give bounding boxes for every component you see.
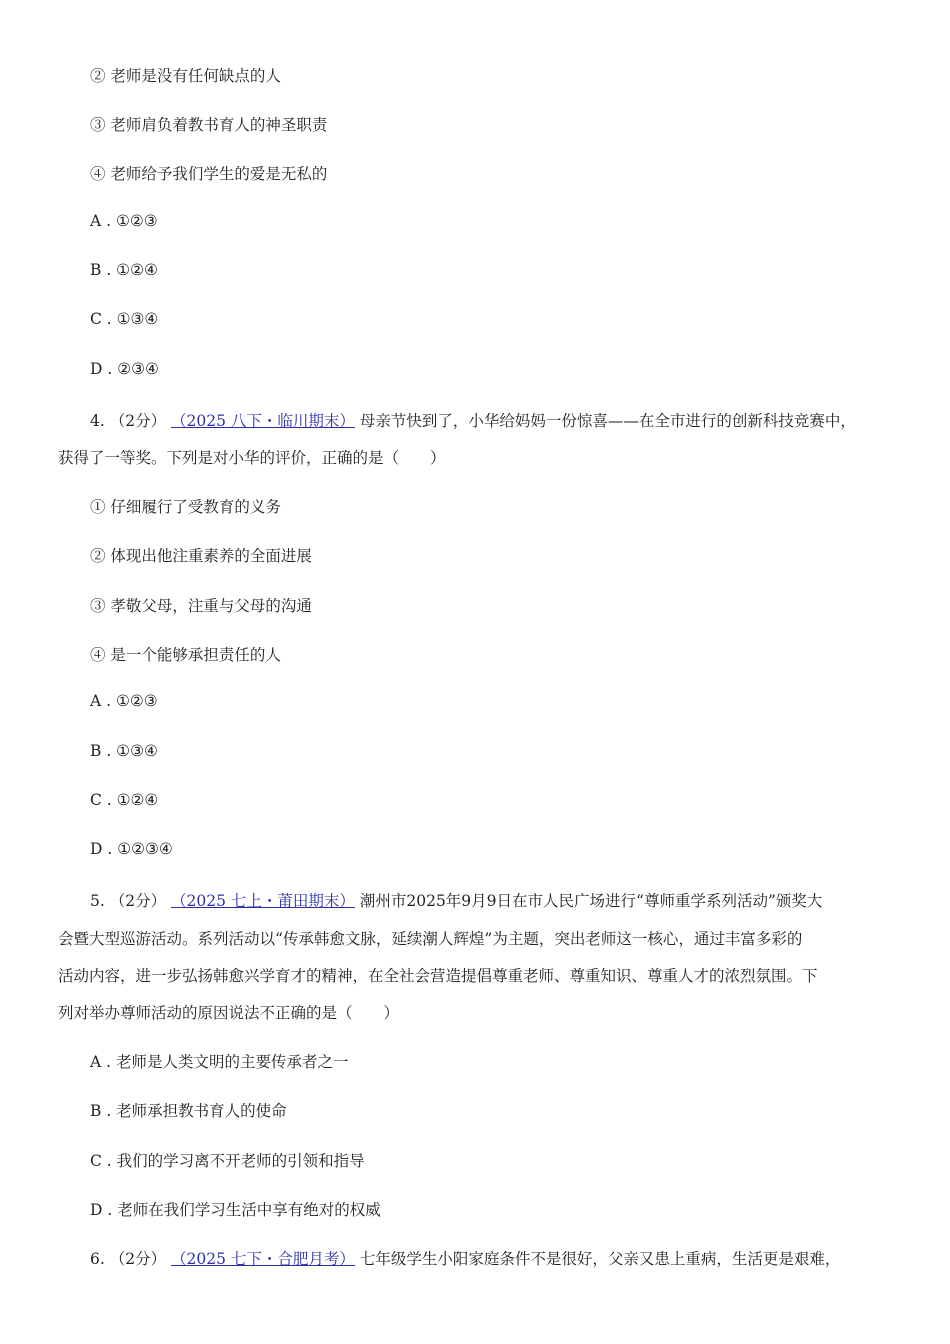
q6-header (90, 1247, 840, 1269)
q4-item-1: ① 仔细履行了受教育的义务 (90, 498, 281, 516)
q4-option-c: C . ①②④ (90, 791, 159, 809)
q4-item-2: ② 体现出他注重素养的全面进展 (90, 547, 312, 565)
q5-stem-line4: 列对举办尊师活动的原因说法不正确的是（ ） (58, 1004, 400, 1022)
q4-header (90, 409, 856, 431)
q4-points: （2分） (109, 412, 167, 430)
q3-option-b: B . ①②④ (90, 261, 158, 279)
q5-points: （2分） (109, 892, 167, 910)
q4-source-link[interactable]: （2025 八下・临川期末） (171, 412, 355, 430)
q6-stem-line1: 七年级学生小阳家庭条件不是很好，父亲又患上重病，生活更是艰难， (359, 1250, 841, 1268)
q5-stem-line1: 潮州市2025年9月9日在市人民广场进行“尊师重学系列活动”颁奖大 (359, 892, 823, 910)
q6-points: （2分） (109, 1250, 167, 1268)
q4-number: 4. (90, 412, 105, 430)
q4-stem-line2: 获得了一等奖。下列是对小华的评价，正确的是（ ） (58, 449, 446, 467)
q4-item-4: ④ 是一个能够承担责任的人 (90, 646, 281, 664)
q5-option-d: D . 老师在我们学习生活中享有绝对的权威 (90, 1201, 381, 1219)
q4-option-a: A . ①②③ (90, 692, 158, 710)
q3-option-a: A . ①②③ (90, 212, 158, 230)
q3-item-4: ④ 老师给予我们学生的爱是无私的 (90, 165, 328, 183)
q5-source-link[interactable]: （2025 七上・莆田期末） (171, 892, 355, 910)
q5-option-a: A . 老师是人类文明的主要传承者之一 (90, 1053, 349, 1071)
q3-item-2: ② 老师是没有任何缺点的人 (90, 67, 281, 85)
q5-stem-line2: 会暨大型巡游活动。系列活动以“传承韩愈文脉，延续潮人辉煌”为主题，突出老师这一核心，通过丰富多彩的 (58, 930, 803, 948)
q5-option-c: C . 我们的学习离不开老师的引领和指导 (90, 1152, 365, 1170)
q5-number: 5. (90, 892, 105, 910)
q4-item-3: ③ 孝敬父母，注重与父母的沟通 (90, 597, 312, 615)
q6-number: 6. (90, 1250, 105, 1268)
q3-item-3: ③ 老师肩负着教书育人的神圣职责 (90, 116, 328, 134)
q3-option-c: C . ①③④ (90, 310, 159, 328)
q4-stem-line1: 母亲节快到了，小华给妈妈一份惊喜——在全市进行的创新科技竞赛中， (359, 412, 856, 430)
q5-header (90, 889, 822, 911)
q4-option-b: B . ①③④ (90, 742, 158, 760)
q5-option-b: B . 老师承担教书育人的使命 (90, 1102, 287, 1120)
q5-stem-line3: 活动内容，进一步弘扬韩愈兴学育才的精神，在全社会营造提倡尊重老师、尊重知识、尊重人才的浓烈氛围。下 (58, 967, 818, 985)
q6-source-link[interactable]: （2025 七下・合肥月考） (171, 1250, 355, 1268)
q4-option-d: D . ①②③④ (90, 840, 173, 858)
q3-option-d: D . ②③④ (90, 360, 159, 378)
